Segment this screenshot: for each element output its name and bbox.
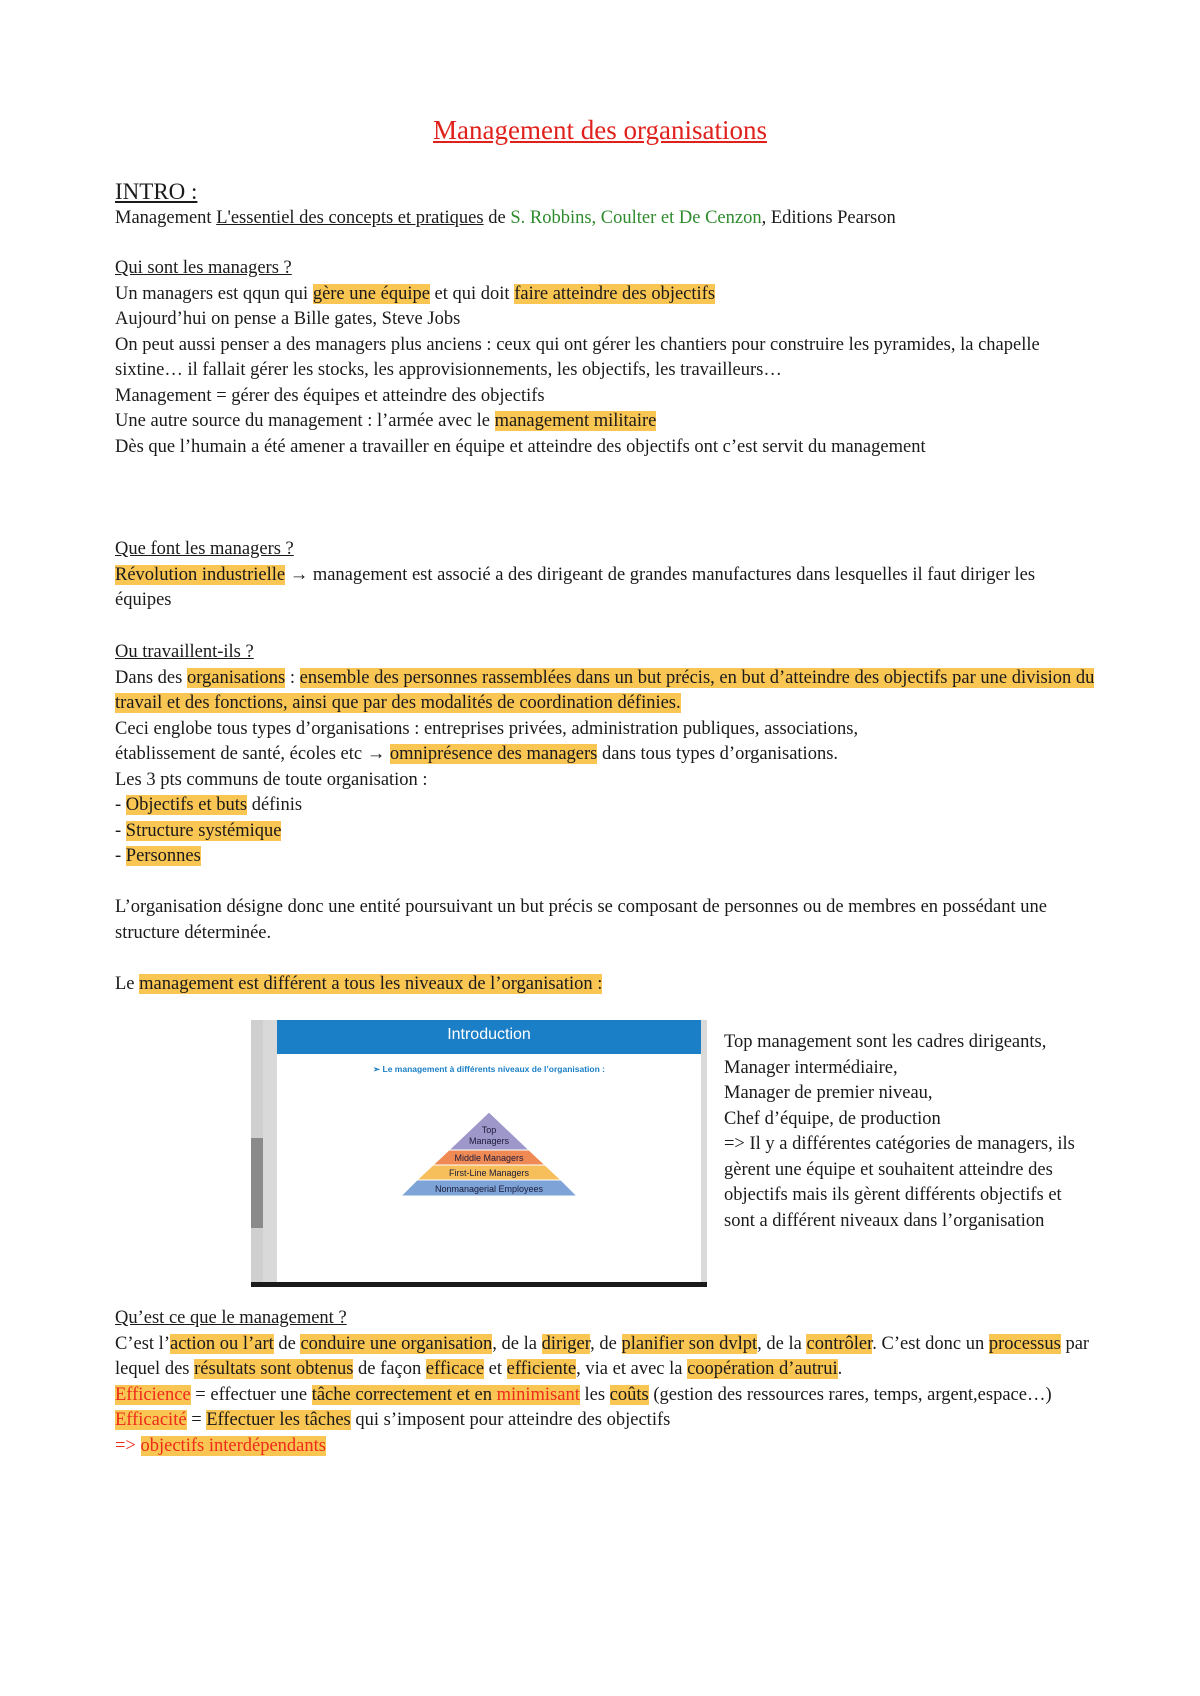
text: . C’est donc un — [872, 1333, 989, 1354]
highlight: objectifs interdépendants — [140, 1435, 326, 1456]
paragraph — [115, 563, 1095, 614]
highlight: processus — [988, 1333, 1061, 1354]
highlight: Personnes — [125, 846, 201, 866]
figure-caption — [724, 1030, 1084, 1234]
pyramid-label-top-1: Top — [481, 1125, 497, 1135]
highlight: tâche correctement et en — [311, 1384, 497, 1405]
paragraph — [115, 742, 1095, 768]
text: dans tous types d’organisations. — [597, 744, 839, 764]
section-heading: Que font les managers ? — [115, 539, 294, 559]
text: les — [579, 1384, 610, 1405]
text: = effectuer une — [190, 1384, 312, 1405]
text: , de la — [757, 1333, 807, 1354]
text: et qui doit — [429, 283, 515, 304]
text: par lequel des — [115, 1333, 1090, 1379]
section-heading: Ou travaillent-ils ? — [115, 642, 254, 662]
highlight: management est différent a tous les niveaux de l’organisation : — [139, 973, 603, 994]
text: qui s’imposent pour atteindre des objectifs — [350, 1410, 671, 1430]
paragraph: Dès que l’humain a été amener a travailler en équipe et atteindre des objectifs ont c’est servit du management — [115, 436, 926, 457]
slide-title: Introduction — [447, 1026, 531, 1043]
highlight: organisations — [186, 667, 286, 688]
paragraph — [115, 972, 1095, 998]
text: → management est associé a des dirigeant de grandes manufactures dans lesquelles il faut diriger les équipes — [115, 564, 1036, 610]
text: , de — [590, 1333, 622, 1354]
book-title: L'essentiel des concepts et pratiques — [216, 208, 484, 228]
paragraph-definition — [115, 1332, 1095, 1383]
text: établissement de santé, écoles etc → — [115, 744, 390, 764]
highlight: planifier son dvlpt — [621, 1333, 758, 1354]
slide — [277, 1020, 701, 1282]
highlight: faire atteindre des objectifs — [514, 283, 716, 304]
caption-line: Manager intermédiaire, — [724, 1057, 898, 1078]
highlight: efficace — [425, 1359, 485, 1379]
book-publisher: , Editions Pearson — [761, 208, 896, 228]
highlight: Efficacité — [115, 1410, 187, 1430]
text: . — [837, 1359, 843, 1379]
section-quest-ce — [115, 1306, 1095, 1459]
paragraph: Ceci englobe tous types d’organisations : entreprises privées, administration publiques, associations, — [115, 718, 859, 739]
text: de façon — [353, 1359, 426, 1379]
highlight: résultats sont obtenus — [194, 1359, 354, 1379]
figure-bottom-bar — [251, 1282, 707, 1287]
list-item — [115, 844, 1095, 870]
highlight: Objectifs et buts — [125, 795, 248, 815]
section-qui — [115, 256, 1095, 460]
highlight: conduire une organisation — [300, 1333, 493, 1354]
highlight: ensemble des personnes rassemblées dans un but précis, en but d’atteindre des objectifs par une division du travail et des fonctions, ainsi que par des modalités de coordination définies. — [115, 667, 1095, 713]
section-que-font — [115, 537, 1095, 614]
pyramid-label-top-2: Managers — [468, 1136, 510, 1146]
figure-scrollbar — [251, 1138, 263, 1228]
bullet: - — [115, 795, 126, 815]
paragraph: On peut aussi penser a des managers plus anciens : ceux qui ont gérer les chantiers pour construire les pyramides, la chapelle sixtine… il fallait gérer les stocks, les approvisionnements, les objectifs, les travailleurs… — [115, 334, 1040, 380]
caption-line: => Il y a différentes catégories de managers, ils gèrent une équipe et souhaitent atteindre des objectifs mais ils gèrent différents objectifs et sont a différent niveaux dans l’organisation — [724, 1134, 1075, 1231]
highlight: management militaire — [494, 411, 657, 431]
text: Le — [115, 973, 140, 994]
bullet: - — [115, 846, 126, 866]
paragraph-conclusion — [115, 1434, 1095, 1460]
highlight: Effectuer les tâches — [206, 1410, 351, 1430]
pyramid-label-first-line: First-Line Managers — [448, 1168, 530, 1178]
highlight: contrôler — [806, 1333, 873, 1354]
highlight: Efficience — [115, 1384, 191, 1405]
ref-de: de — [483, 208, 511, 228]
text: C’est l’ — [115, 1333, 170, 1354]
highlight: minimisant — [496, 1384, 580, 1405]
pyramid-label-middle: Middle Managers — [454, 1153, 524, 1163]
text: , de la — [492, 1333, 542, 1354]
highlight: coûts — [609, 1384, 649, 1405]
highlight: coopération d’autrui — [687, 1359, 838, 1379]
text: , via et avec la — [576, 1359, 688, 1379]
text: : — [285, 667, 300, 688]
intro-section — [115, 178, 1095, 232]
slide-subtitle: ➢ Le management à différents niveaux de l’organisation : — [373, 1064, 605, 1074]
pyramid-diagram — [277, 1020, 701, 1282]
text: Dans des — [115, 667, 187, 688]
highlight: diriger — [541, 1333, 591, 1354]
text: (gestion des ressources rares, temps, argent,espace…) — [648, 1384, 1052, 1405]
text: Un managers est qqun qui — [115, 283, 313, 304]
page-title: Management des organisations — [433, 115, 767, 145]
list-item — [115, 819, 1095, 845]
paragraph: L’organisation désigne donc une entité poursuivant un but précis se composant de personnes ou de membres en possédant une structure déterminée. — [115, 897, 1047, 943]
caption-line: Chef d’équipe, de production — [724, 1108, 941, 1129]
text: et — [484, 1359, 507, 1379]
pyramid-label-nonmanagerial: Nonmanagerial Employees — [434, 1184, 544, 1194]
text: de — [273, 1333, 301, 1354]
highlight: Structure systémique — [125, 820, 282, 841]
text: = — [186, 1410, 207, 1430]
highlight: gère une équipe — [312, 283, 430, 304]
text: Une autre source du management : l’armée avec le — [115, 411, 495, 431]
list-item — [115, 793, 1095, 819]
intro-heading: INTRO : — [115, 179, 198, 204]
bullet: - — [115, 820, 126, 841]
text: définis — [247, 795, 303, 815]
paragraph-efficience — [115, 1383, 1095, 1409]
paragraph — [115, 409, 1095, 435]
highlight: efficiente — [506, 1359, 577, 1379]
paragraph — [115, 666, 1095, 717]
paragraph: Aujourd’hui on pense a Bille gates, Steve Jobs — [115, 309, 461, 329]
section-ou — [115, 640, 1095, 997]
paragraph-efficacite — [115, 1408, 1095, 1434]
paragraph — [115, 282, 1095, 308]
paragraph: Les 3 pts communs de toute organisation : — [115, 769, 428, 790]
highlight: action ou l’art — [169, 1333, 274, 1354]
book-authors: S. Robbins, Coulter et De Cenzon — [510, 208, 762, 228]
reference-line — [115, 206, 1095, 232]
highlight: => — [115, 1435, 141, 1456]
caption-line: Top management sont les cadres dirigeants, — [724, 1032, 1047, 1052]
management-levels-figure — [251, 1020, 707, 1287]
highlight: Révolution industrielle — [115, 564, 286, 585]
section-heading: Qu’est ce que le management ? — [115, 1308, 347, 1328]
section-heading: Qui sont les managers ? — [115, 258, 292, 278]
caption-line: Manager de premier niveau, — [724, 1083, 933, 1103]
paragraph: Management = gérer des équipes et atteindre des objectifs — [115, 385, 545, 406]
highlight: omniprésence des managers — [389, 744, 598, 764]
ref-prefix: Management — [115, 208, 217, 228]
